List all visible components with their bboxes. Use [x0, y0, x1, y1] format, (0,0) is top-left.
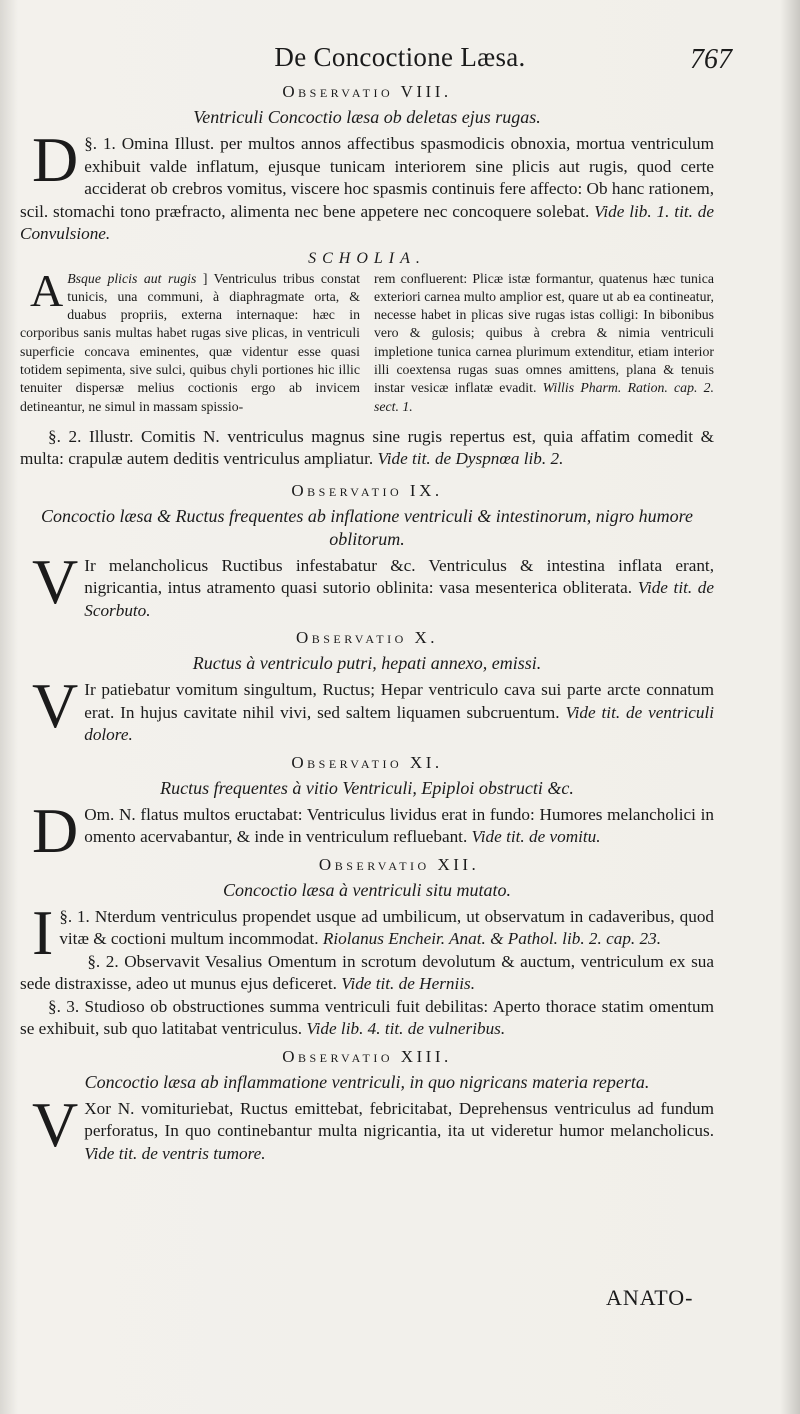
observation-paragraph — [20, 996, 714, 1041]
drop-capital: D — [32, 794, 79, 866]
paragraph-text: Xor N. vomituriebat, Ructus emittebat, febricitabat, Deprehensus ventriculus ad fundum perforatus, In quo continebantur multa nigricantia, ita ut videretur humor melancholicus. — [84, 1098, 714, 1141]
observation-paragraph — [20, 896, 715, 968]
cross-reference: Riolanus Encheir. Anat. & Pathol. lib. 2. cap. 23. — [322, 929, 662, 949]
cross-reference: Vide tit. de ventriculi dolore. — [84, 702, 715, 745]
running-head: De Concoctione Læsa. — [274, 42, 526, 72]
drop-capital: V — [32, 545, 79, 617]
section-mark: §. 1. — [84, 134, 116, 153]
cross-reference: Willis Pharm. Ration. cap. 2. sect. 1. — [374, 380, 715, 414]
observation-paragraph — [20, 951, 714, 996]
observation-paragraph — [20, 426, 714, 471]
scholia-columns — [20, 264, 715, 416]
drop-capital: D — [32, 124, 79, 195]
drop-capital: A — [30, 264, 64, 316]
observation-paragraph — [20, 670, 715, 747]
paragraph-text: Ir melancholicus Ructibus infestabatur &c. Ventriculus & intestina inflata erant, nigricantia, intus atramento quasi sutorio oblinita: vasa mesenterica obliterata. — [84, 555, 714, 598]
paragraph-text: §. 2. Observavit Vesalius Omentum in scrotum devolutum & auctum, ventriculum ex sua sede distraxisse, adeo ut munus ejus deficeret. — [20, 951, 714, 994]
observation-title: Ventriculi Concoctio læsa ob deletas ejus rugas. — [193, 107, 541, 127]
observation-heading: Observatio XIII. — [282, 1046, 452, 1066]
cross-reference: Vide tit. de Scorbuto. — [84, 578, 714, 620]
paragraph-text: §. 3. Studioso ob obstructiones summa ventriculi fuit debilitas: Aperto thorace statim omentum se exhibuit, sub quo latitabat ventriculus. — [20, 996, 714, 1039]
scholia-text-left: ] Ventriculus tribus constat tunicis, una communi, à diaphragmate orta, & duabus propriis, externa internaque: hæc in corporibus sanis multas habet rugas sive plicas, in ventriculi superficie concava eminentes, quæ videntur esse quasi totidem sepimenta, sive sulci, quibus chyli portiones hic illic tenuiter dispersæ melius coctionis ergo ab invicem detineantur, ne simul in massam spissio- — [20, 270, 360, 414]
scholia-heading: SCHOLIA. — [308, 249, 426, 267]
observation-title: Ructus à ventriculo putri, hepati annexo, emissi. — [192, 653, 542, 674]
scholia-lemma: Bsque plicis aut rugis — [67, 270, 197, 286]
paragraph-text: Omina Illust. per multos annos affectibus spasmodicis obnoxia, mortua ventriculum exhibuit valde inflatum, ejusque tunicam interiorem sine plicis aut rugis, quod certe acciderat ob crebros vomitus, viscere hoc spasmis continuis fere affecto: Ob hanc rationem, scil. stomachi tono præfracto, alimenta nec bene appetere nec concoquere solebat. — [20, 134, 715, 221]
observation-title: Ructus frequentes à vitio Ventriculi, Epiploi obstructi &c. — [160, 777, 574, 798]
paragraph-text: Ir patiebatur vomitum singultum, Ructus; Hepar ventriculo cava sui parte arcte connatum erat. In hujus cavitate nihil vivi, sed saltem liquamen subcruentum. — [84, 680, 714, 722]
cross-reference: Vide lib. 4. tit. de vulneribus. — [306, 1019, 506, 1039]
scholia-left-column — [20, 264, 360, 416]
observation-title: Concoctio læsa & Ructus frequentes ab inflatione ventriculi & intestinorum, nigro humore oblitorum. — [41, 505, 693, 549]
paragraph-text: §. 2. Illustr. Comitis N. ventriculus magnus sine rugis repertus est, quia affatim comedit & multa: crapulæ autem deditis ventriculus ampliatur. — [20, 426, 714, 469]
scholia-text-right: rem confluerent: Plicæ istæ formantur, quatenus hæc tunica exteriori carnea multo amplior est, quare ut ab ea contineatur, necesse habet in plicas sive rugas istas colligi: In bibonibus vero & gulosis; quibus à crebra & nimia ventriculi impletione tunica carnea plurimum extenditur, etiam interior illi coextensa rugas suas omnes amittens, plana & tenuis instar vesicæ inflatæ evadit. — [374, 270, 714, 396]
observation-title: Concoctio læsa ab inflammatione ventriculi, in quo nigricans materia reperta. — [84, 1071, 650, 1092]
cross-reference: Vide tit. de Herniis. — [341, 974, 476, 994]
cross-reference: Vide lib. 1. tit. de Convulsione. — [20, 201, 715, 243]
scholia-right-column — [374, 270, 714, 416]
observation-paragraph — [20, 124, 715, 246]
observation-heading: Observatio XII. — [318, 854, 480, 874]
drop-capital: I — [32, 896, 54, 968]
cross-reference: Vide tit. de Dyspnœa lib. 2. — [377, 449, 564, 469]
drop-capital: V — [32, 1088, 79, 1160]
observation-heading: Observatio XI. — [291, 752, 443, 772]
page-content — [20, 82, 714, 1165]
paragraph-text: Om. N. flatus multos eructabat: Ventriculus lividus erat in fundo: Humores melancholici in omento acervabantur, & inde in ventriculum refluebant. — [84, 804, 714, 847]
section-mark: §. 1. — [59, 906, 90, 926]
observation-heading: Observatio VIII. — [282, 82, 452, 101]
observation-heading: Observatio IX. — [291, 480, 443, 500]
observation-title: Concoctio læsa à ventriculi situ mutato. — [223, 879, 511, 900]
catchword: ANATO- — [606, 1285, 694, 1310]
observation-heading: Observatio X. — [295, 628, 439, 648]
paragraph-text: Nterdum ventriculus propendet usque ad umbilicum, ut observatum in cadaveribus, quod vitæ & coctioni multum incommodat. — [59, 906, 715, 949]
cross-reference: Vide tit. de vomitu. — [471, 827, 601, 847]
drop-capital: V — [32, 670, 79, 742]
observation-paragraph — [20, 545, 714, 623]
page-number: 767 — [690, 44, 732, 75]
cross-reference: Vide tit. de ventris tumore. — [84, 1143, 266, 1163]
observation-paragraph — [20, 1088, 714, 1166]
